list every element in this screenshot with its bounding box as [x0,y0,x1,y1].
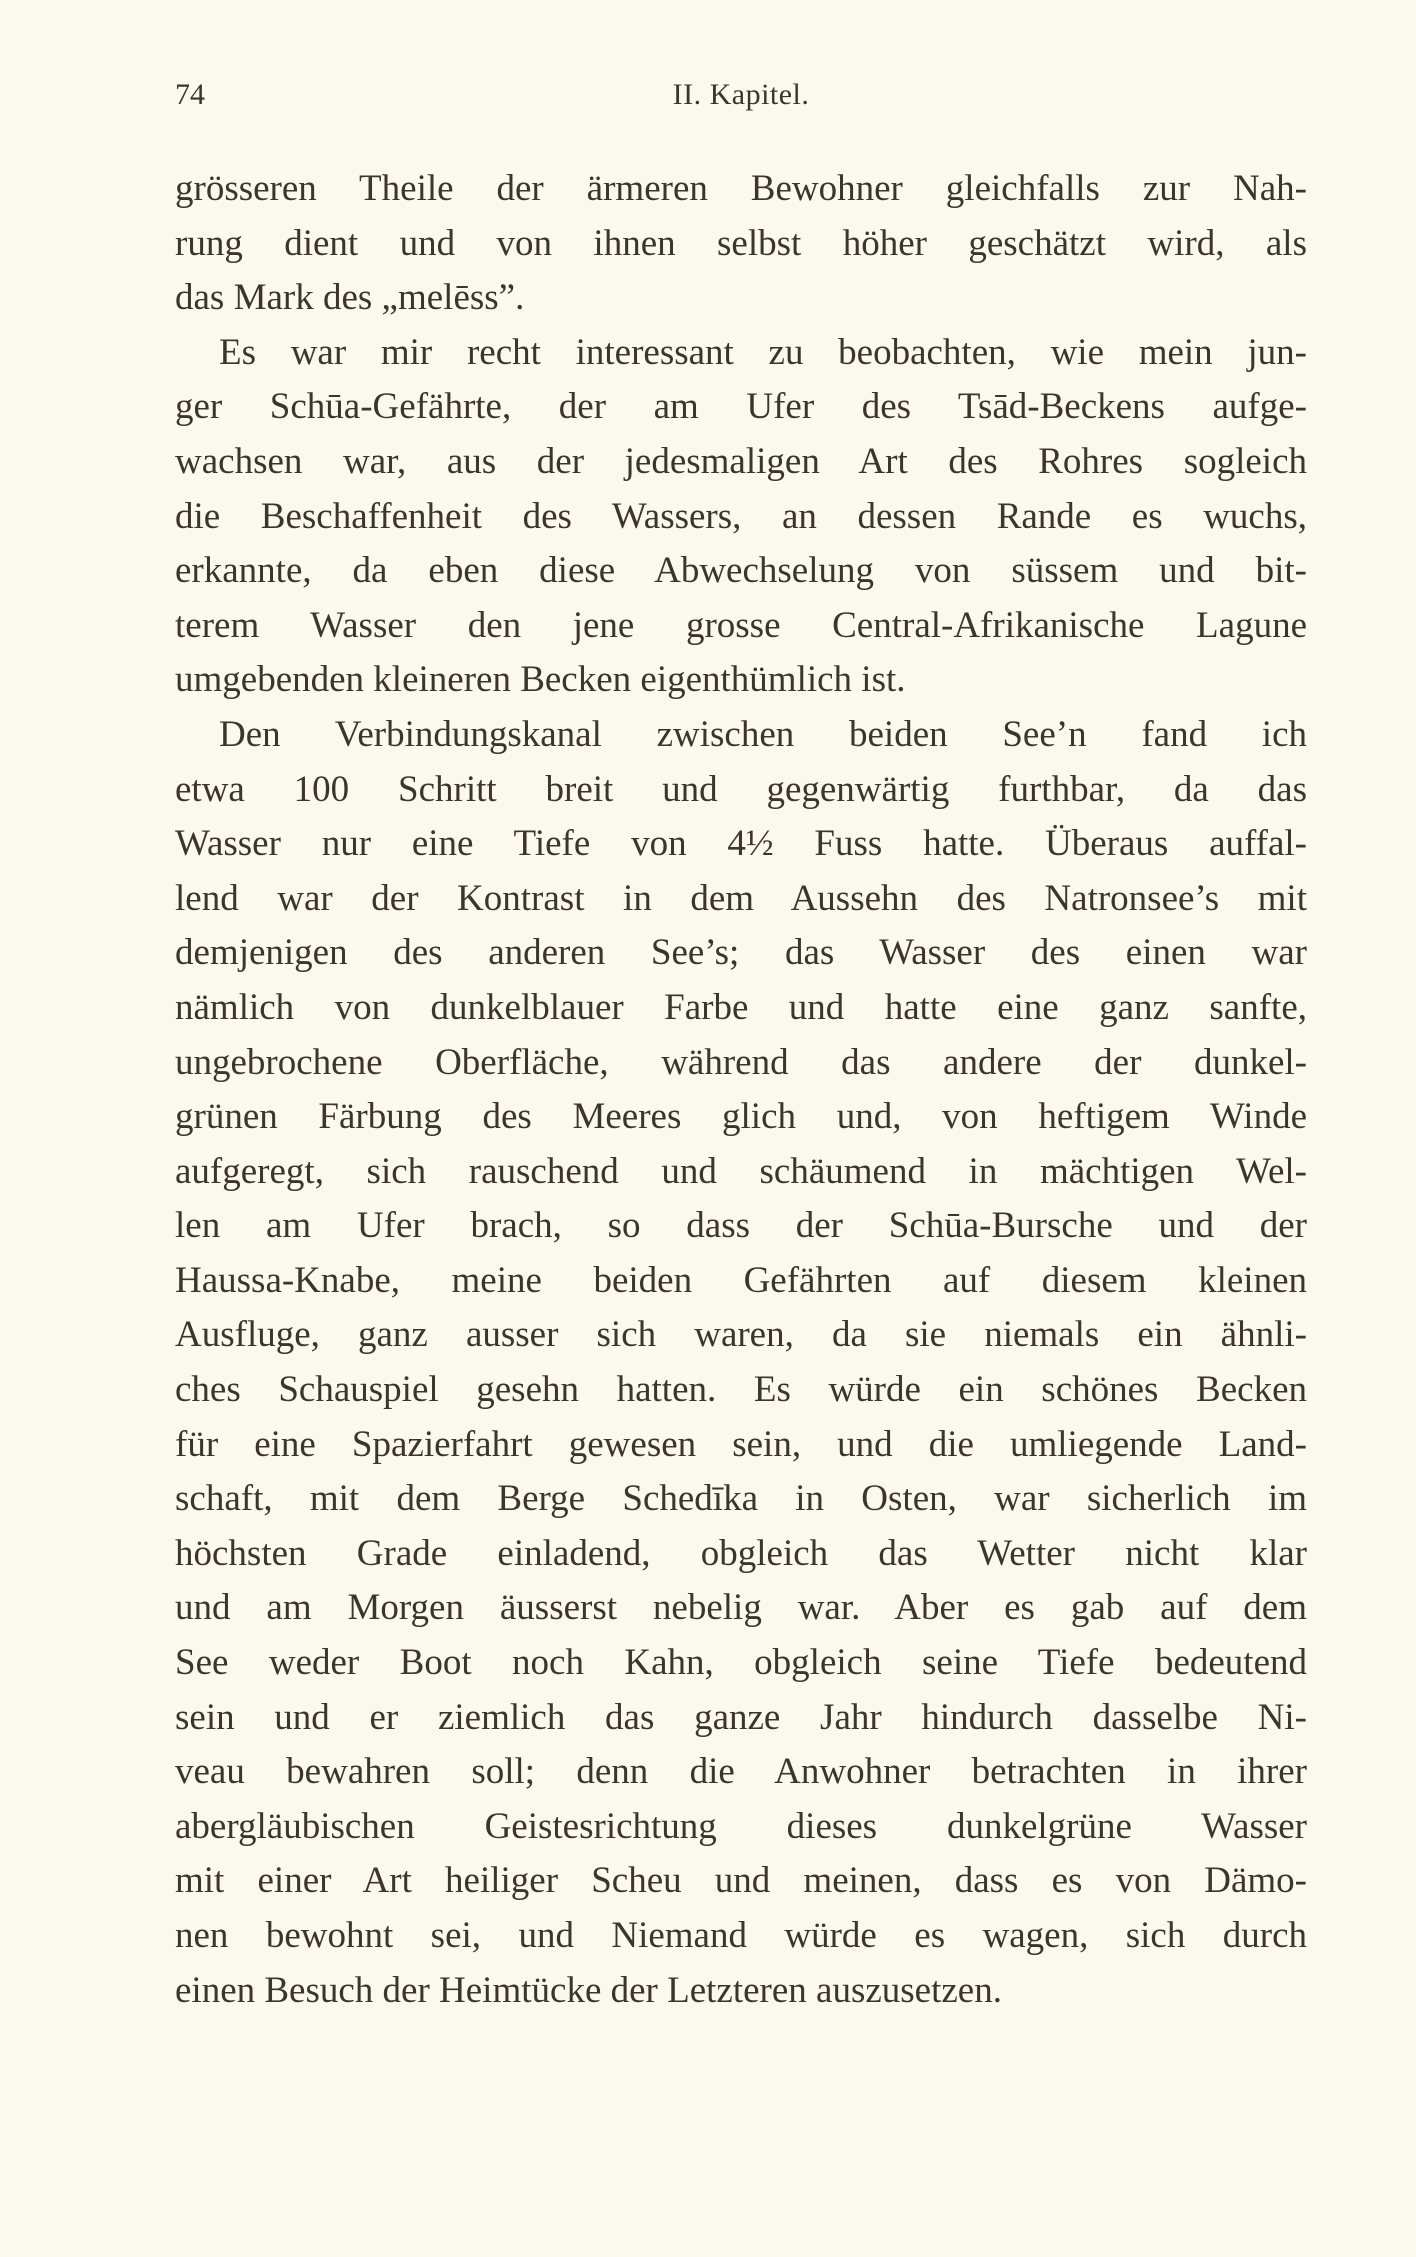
text-line: Es war mir recht interessant zu beobachten, wie mein jun- [219,331,1307,373]
text-line: für eine Spazierfahrt gewesen sein, und die umliegende Land- [175,1423,1307,1465]
text-line: die Beschaffenheit des Wassers, an dessen Rande es wuchs, [175,495,1307,537]
paragraph [175,162,1307,326]
text-line: Haussa-Knabe, meine beiden Gefährten auf diesem kleinen [175,1259,1307,1301]
text-line: Ausfluge, ganz ausser sich waren, da sie niemals ein ähnli- [175,1314,1307,1356]
text-line: veau bewahren soll; denn die Anwohner betrachten in ihrer [175,1751,1307,1793]
paragraph [175,708,1307,2018]
text-line: grünen Färbung des Meeres glich und, von heftigem Winde [175,1096,1307,1138]
text-line: nämlich von dunkelblauer Farbe und hatte eine ganz sanfte, [175,986,1307,1028]
text-line: aufgeregt, sich rauschend und schäumend in mächtigen Wel- [175,1150,1307,1192]
text-line: etwa 100 Schritt breit und gegenwärtig furthbar, da das [175,768,1307,810]
text-line: schaft, mit dem Berge Schedīka in Osten, war sicherlich im [175,1478,1307,1520]
text-line: ungebrochene Oberfläche, während das andere der dunkel- [175,1041,1307,1083]
text-line: mit einer Art heiliger Scheu und meinen, dass es von Dämo- [175,1860,1307,1902]
text-line: lend war der Kontrast in dem Aussehn des Natronsee’s mit [175,877,1307,919]
text-line: ger Schūa-Gefährte, der am Ufer des Tsād-Beckens aufge- [175,386,1307,428]
text-line: ches Schauspiel gesehn hatten. Es würde ein schönes Becken [175,1369,1307,1411]
text-line: grösseren Theile der ärmeren Bewohner gleichfalls zur Nah- [175,168,1307,209]
text-line: rung dient und von ihnen selbst höher geschätzt wird, als [175,222,1307,264]
text-line: und am Morgen äusserst nebelig war. Aber es gab auf dem [175,1587,1307,1629]
text-line: len am Ufer brach, so dass der Schūa-Bursche und der [175,1205,1307,1247]
text-line: Den Verbindungskanal zwischen beiden See’n fand ich [219,713,1307,755]
text-line: höchsten Grade einladend, obgleich das Wetter nicht klar [175,1532,1307,1574]
paragraph [175,326,1307,708]
text-line: demjenigen des anderen See’s; das Wasser des einen war [175,932,1307,974]
text-line: nen bewohnt sei, und Niemand würde es wagen, sich durch [175,1915,1307,1956]
text-line: Wasser nur eine Tiefe von 4½ Fuss hatte. Überaus auffal- [175,823,1307,865]
text-line: terem Wasser den jene grosse Central-Afrikanische Lagune [175,604,1307,646]
page-number: 74 [175,78,205,111]
text-line: umgebenden kleineren Becken eigenthümlich ist. [175,659,906,701]
page-header [175,78,1307,122]
text-line: See weder Boot noch Kahn, obgleich seine Tiefe bedeutend [175,1642,1307,1684]
text-line: einen Besuch der Heimtücke der Letzteren auszusetzen. [175,1969,1002,2011]
text-line: das Mark des „melēss”. [175,277,525,319]
text-line: sein und er ziemlich das ganze Jahr hindurch dasselbe Ni- [175,1696,1307,1738]
body-text [175,162,1307,2018]
text-line: abergläubischen Geistesrichtung dieses dunkelgrüne Wasser [175,1805,1307,1847]
text-line: erkannte, da eben diese Abwechselung von süssem und bit- [175,550,1307,592]
running-title: II. Kapitel. [672,78,810,111]
text-line: wachsen war, aus der jedesmaligen Art des Rohres sogleich [175,440,1307,482]
